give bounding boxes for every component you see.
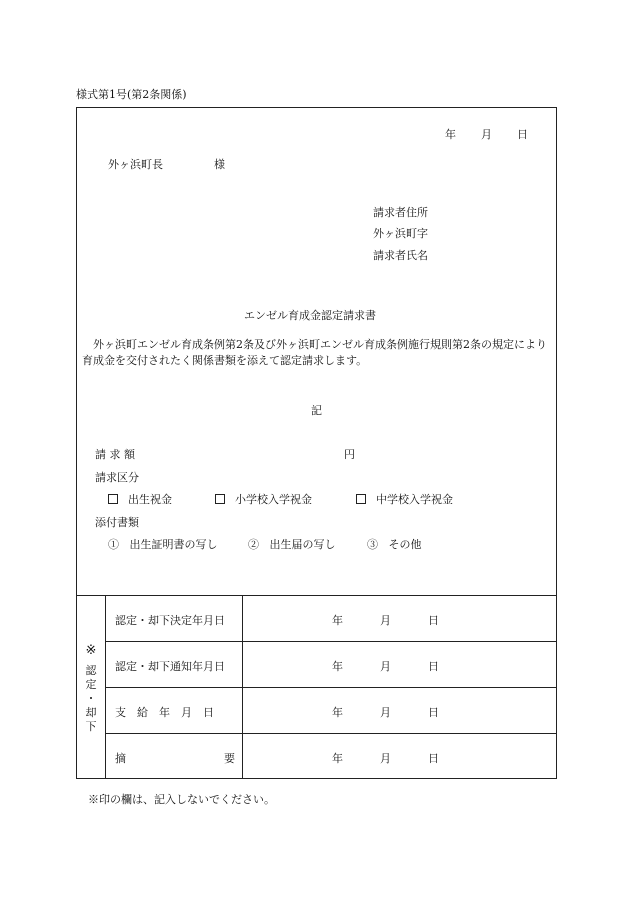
category-option-junior-high[interactable]: 中学校入学祝金 [356, 491, 453, 507]
office-row-day: 日 [428, 614, 439, 627]
office-row-year: 年 [332, 614, 343, 627]
attachment-item-1: ① 出生証明書の写し [108, 538, 218, 551]
office-row-day: 日 [428, 752, 439, 765]
office-row-label-remarks-left: 摘 [115, 752, 126, 765]
office-row-year: 年 [332, 752, 343, 765]
checkbox-icon[interactable] [108, 494, 118, 504]
attachments-label: 添付書類 [95, 516, 139, 529]
requester-address-label: 請求者住所 [373, 206, 428, 219]
category-option-elementary[interactable]: 小学校入学祝金 [215, 491, 312, 507]
attachment-item-3: ③ その他 [367, 538, 422, 551]
category-option-birth[interactable]: 出生祝金 [108, 491, 172, 507]
office-row-year: 年 [332, 660, 343, 673]
attachment-item-2: ② 出生届の写し [248, 538, 336, 551]
office-row-month: 月 [380, 752, 391, 765]
office-row-month: 月 [380, 706, 391, 719]
office-row-label-decision: 認定・却下決定年月日 [115, 614, 225, 627]
amount-unit: 円 [344, 448, 355, 461]
requester-town-label: 外ヶ浜町字 [373, 227, 428, 240]
amount-label: 請 求 額 [95, 448, 135, 461]
category-label: 請求区分 [95, 471, 139, 484]
office-row-divider [105, 687, 557, 688]
checkbox-icon[interactable] [215, 494, 225, 504]
office-side-label: ※ 認 定 ・ 却 下 [82, 642, 100, 734]
office-row-month: 月 [380, 614, 391, 627]
requester-name-label: 請求者氏名 [373, 249, 428, 262]
addressee-honorific: 様 [214, 158, 225, 171]
body-paragraph: 外ヶ浜町エンゼル育成条例第2条及び外ヶ浜町エンゼル育成条例施行規則第2条の規定により育成金を交付されたく関係書類を添えて認定請求します。 [82, 338, 547, 367]
office-row-label-payment: 支 給 年 月 日 [115, 706, 214, 719]
office-row-day: 日 [428, 660, 439, 673]
date-month-label: 月 [481, 128, 492, 141]
office-row-year: 年 [332, 706, 343, 719]
form-box [76, 107, 557, 779]
office-row-divider [105, 641, 557, 642]
date-year-label: 年 [445, 128, 456, 141]
form-number: 様式第1号(第2条関係) [76, 88, 187, 101]
office-row-divider [105, 733, 557, 734]
office-row-label-remarks-right: 要 [224, 752, 235, 765]
office-row-label-notice: 認定・却下通知年月日 [115, 660, 225, 673]
footnote: ※印の欄は、記入しないでください。 [88, 793, 275, 806]
office-section-divider [76, 595, 557, 596]
ki-heading: 記 [311, 404, 322, 417]
office-mark: ※ [85, 643, 97, 658]
office-row-day: 日 [428, 706, 439, 719]
date-day-label: 日 [517, 128, 528, 141]
office-row-month: 月 [380, 660, 391, 673]
document-title: エンゼル育成金認定請求書 [244, 309, 376, 322]
checkbox-icon[interactable] [356, 494, 366, 504]
addressee-name: 外ヶ浜町長 [108, 158, 163, 171]
